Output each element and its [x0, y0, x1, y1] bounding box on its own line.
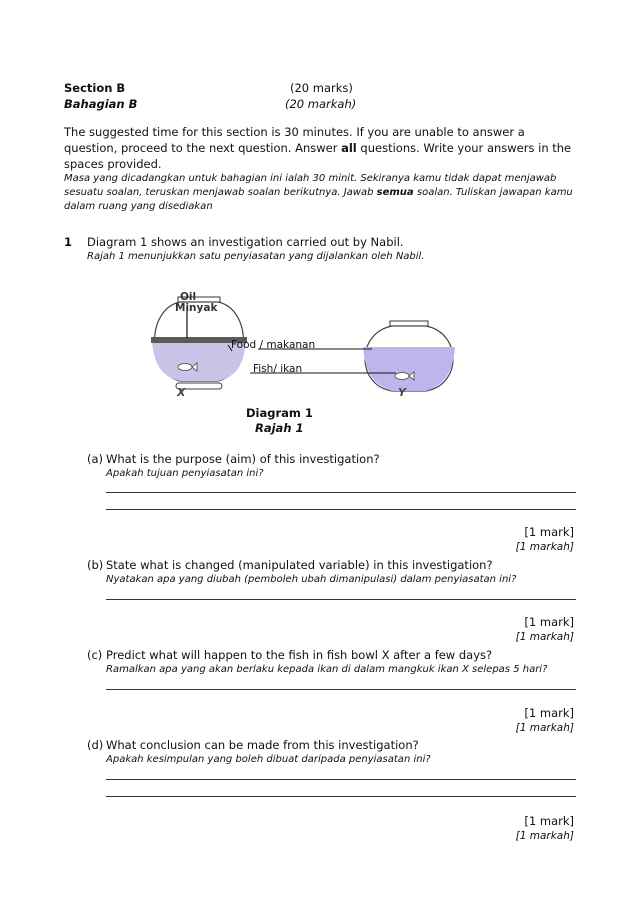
answer-line-a1[interactable]	[106, 492, 576, 493]
part-b-question: State what is changed (manipulated variable) in this investigation?	[106, 558, 493, 572]
instructions-en: The suggested time for this section is 30 minutes. If you are unable to answer a question, proceed to the next question. Answer all questions. Write your answers in the spaces provided.	[64, 125, 572, 171]
instructions-ms: Masa yang dicadangkan untuk bahagian ini ialah 30 minit. Sekiranya kamu tidak dapat menjawab sesuatu soalan, teruskan menjawab soalan berikutnya. Jawab semua soalan. Tuliskan jawapan kamu dalam ruang yang disediakan	[64, 173, 573, 212]
part-a-label: (a)	[87, 452, 104, 466]
oil-label: Oil	[180, 291, 197, 303]
bowl-y-label: Y	[398, 386, 406, 399]
part-c-question: Predict what will happen to the fish in fish bowl X after a few days?	[106, 648, 493, 662]
answer-line-d2[interactable]	[106, 796, 576, 797]
oil-label-ms: Minyak	[175, 302, 218, 314]
part-a-question: What is the purpose (aim) of this investigation?	[106, 452, 380, 466]
section-title-ms: Bahagian B	[64, 97, 138, 111]
question-text: Diagram 1 shows an investigation carried out by Nabil.	[87, 235, 404, 249]
question-number: 1	[64, 235, 73, 249]
food-label: Food / makanan	[231, 339, 316, 351]
part-d-mark-ms: [1 markah]	[515, 830, 574, 842]
part-d-mark: [1 mark]	[524, 814, 574, 828]
part-a-mark-ms: [1 markah]	[515, 541, 574, 553]
part-d-label: (d)	[87, 738, 104, 752]
part-c-label: (c)	[87, 648, 103, 662]
diagram-caption: Diagram 1	[246, 406, 313, 420]
bowl-y	[363, 321, 455, 391]
part-d-question: What conclusion can be made from this investigation?	[106, 738, 419, 752]
part-b-question-ms: Nyatakan apa yang diubah (pemboleh ubah dimanipulasi) dalam penyiasatan ini?	[106, 574, 517, 585]
part-a-mark: [1 mark]	[524, 525, 574, 539]
fish-label: Fish/ ikan	[253, 363, 303, 375]
bowl-x-label: X	[177, 386, 186, 399]
part-c-question-ms: Ramalkan apa yang akan berlaku kepada ikan di dalam mangkuk ikan X selepas 5 hari?	[106, 664, 548, 675]
question-text-ms: Rajah 1 menunjukkan satu penyiasatan yang dijalankan oleh Nabil.	[87, 251, 425, 262]
part-a-question-ms: Apakah tujuan penyiasatan ini?	[106, 468, 264, 479]
answer-line-c1[interactable]	[106, 689, 576, 690]
part-b-mark: [1 mark]	[524, 615, 574, 629]
part-b-label: (b)	[87, 558, 104, 572]
section-marks: (20 marks)	[290, 81, 353, 95]
part-c-mark-ms: [1 markah]	[515, 722, 574, 734]
section-marks-ms: (20 markah)	[285, 97, 357, 111]
section-title: Section B	[64, 81, 126, 95]
part-d-question-ms: Apakah kesimpulan yang boleh dibuat daripada penyiasatan ini?	[106, 754, 431, 765]
part-b-mark-ms: [1 markah]	[515, 631, 574, 643]
diagram-caption-ms: Rajah 1	[255, 421, 304, 435]
part-c-mark: [1 mark]	[524, 706, 574, 720]
answer-line-d1[interactable]	[106, 779, 576, 780]
answer-line-b1[interactable]	[106, 599, 576, 600]
answer-line-a2[interactable]	[106, 509, 576, 510]
